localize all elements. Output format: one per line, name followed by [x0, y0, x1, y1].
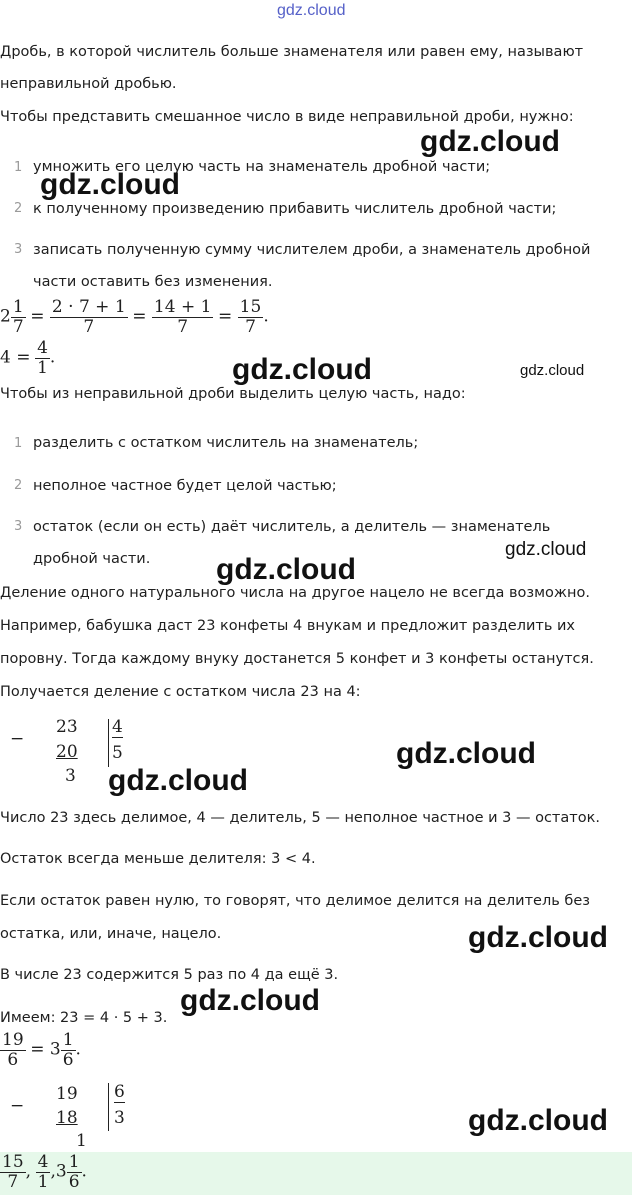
list-number: 1: [14, 160, 23, 175]
list-number: 2: [14, 478, 23, 493]
watermark: gdz.cloud: [108, 764, 248, 797]
subtrahend: 20: [56, 742, 78, 762]
whole-part: 2: [0, 306, 11, 327]
list-item: неполное частное будет целой частью;: [33, 478, 337, 494]
list-number: 1: [14, 436, 23, 451]
list-number: 3: [14, 242, 23, 257]
watermark: gdz.cloud: [216, 553, 356, 586]
subtrahend: 18: [56, 1108, 78, 1128]
fraction: $\frac{15}{7}$: [2, 1152, 24, 1192]
list-number: 3: [14, 519, 23, 534]
example-statement: В числе 23 содержится 5 раз по 4 да ещё 3.: [0, 967, 339, 983]
fraction: $\frac{4}{1}$: [37, 1152, 49, 1192]
answer-fractions: $\frac{15}{7}$ , $\frac{4}{1}$ ,3 $\frac{1}{6}$ .: [2, 1152, 87, 1192]
watermark: gdz.cloud: [468, 1104, 608, 1137]
dividend: 23: [56, 717, 78, 737]
division-text-line: Деление одного натурального числа на другое нацело не всегда возможно.: [0, 585, 590, 601]
fraction: $\frac{2 \cdot 7 + 1}{7}$: [51, 297, 126, 337]
definition-line-1: Дробь, в которой числитель больше знаменателя или равен ему, называют: [0, 44, 584, 60]
list-item: остаток (если он есть) даёт числитель, а делитель — знаменатель: [33, 519, 551, 535]
fraction: $\frac{19}{6}$: [2, 1030, 24, 1070]
top-watermark: gdz.cloud: [277, 2, 346, 19]
divisor: 6: [114, 1082, 125, 1102]
division-bar: [108, 719, 109, 767]
list-item: дробной части.: [33, 551, 151, 567]
fraction: $\frac{15}{7}$: [239, 297, 262, 337]
formula-mixed-to-improper: 2 $\frac{1}{7}$ = $\frac{2 \cdot 7 + 1}{7}$ = $\frac{14 + 1}{7}$ = $\frac{15}{7}$ .: [0, 297, 269, 337]
fraction: $\frac{1}{6}$: [68, 1152, 80, 1192]
fraction: $\frac{1}{6}$: [62, 1030, 74, 1070]
watermark: gdz.cloud: [520, 362, 585, 379]
fraction: $\frac{4}{1}$: [37, 338, 48, 378]
list-item: разделить с остатком числитель на знаменатель;: [33, 435, 419, 451]
divisor: 4: [112, 717, 123, 737]
minus-sign: −: [10, 729, 25, 749]
list-item: записать полученную сумму числителем дроби, а знаменатель дробной: [33, 242, 591, 258]
quotient: 3: [114, 1108, 125, 1128]
improper-to-mixed-intro: Чтобы из неправильной дроби выделить целую часть, надо:: [0, 386, 466, 402]
list-item: части оставить без изменения.: [33, 274, 273, 290]
formula-improper-to-mixed: $\frac{19}{6}$ = 3 $\frac{1}{6}$ .: [2, 1030, 81, 1070]
quotient: 5: [112, 743, 123, 763]
division-text-line: поровну. Тогда каждому внуку достанется 5 конфет и 3 конфеты останутся.: [0, 651, 594, 667]
watermark: gdz.cloud: [468, 921, 608, 954]
watermark: gdz.cloud: [396, 737, 536, 770]
remainder: 1: [76, 1131, 87, 1151]
remainder-rule: Остаток всегда меньше делителя: 3 < 4.: [0, 851, 316, 867]
definition-line-2: неправильной дробью.: [0, 76, 177, 92]
formula-integer-as-fraction: 4 = $\frac{4}{1}$ .: [0, 338, 56, 378]
example-equation: Имеем: 23 = 4 · 5 + 3.: [0, 1010, 168, 1026]
watermark: gdz.cloud: [180, 984, 320, 1017]
fraction: $\frac{1}{7}$: [12, 297, 24, 337]
minus-sign: −: [10, 1096, 25, 1116]
list-number: 2: [14, 201, 23, 216]
division-bar: [108, 1083, 109, 1131]
division-text-line: Например, бабушка даст 23 конфеты 4 внукам и предложит разделить их: [0, 618, 576, 634]
watermark: gdz.cloud: [232, 353, 372, 386]
list-item: умножить его целую часть на знаменатель дробной части;: [33, 159, 491, 175]
dividend: 19: [56, 1084, 78, 1104]
division-terms: Число 23 здесь делимое, 4 — делитель, 5 — неполное частное и 3 — остаток.: [0, 810, 600, 826]
division-text-line: Получается деление с остатком числа 23 на 4:: [0, 684, 361, 700]
watermark: gdz.cloud: [505, 539, 587, 560]
mixed-to-improper-intro: Чтобы представить смешанное число в виде неправильной дроби, нужно:: [0, 109, 574, 125]
watermark: gdz.cloud: [40, 168, 180, 201]
remainder: 3: [65, 766, 76, 786]
zero-remainder-line-2: остатка, или, иначе, нацело.: [0, 926, 222, 942]
fraction: $\frac{14 + 1}{7}$: [153, 297, 212, 337]
zero-remainder-line-1: Если остаток равен нулю, то говорят, что делимое делится на делитель без: [0, 893, 590, 909]
list-item: к полученному произведению прибавить числитель дробной части;: [33, 201, 557, 217]
watermark: gdz.cloud: [420, 125, 560, 158]
answer-highlight: [0, 1152, 632, 1195]
